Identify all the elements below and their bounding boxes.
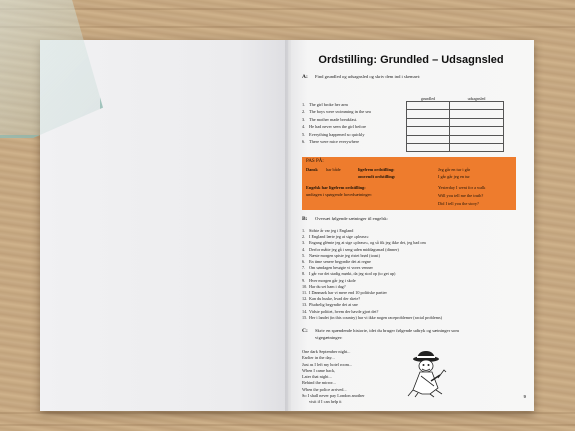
har-bade-label: har både: [326, 167, 341, 172]
table-row: [407, 118, 504, 126]
list-item: 6. En time senere begyndte det at regne: [302, 259, 371, 265]
section-a-letter: A:: [302, 74, 308, 80]
table-row: [407, 143, 504, 151]
table-row: [407, 110, 504, 118]
section-c-list: [302, 349, 365, 406]
list-item: 1. The girl broke her arm: [302, 102, 348, 107]
list-item: 6. There were mice everywhere: [302, 139, 359, 145]
list-item: 2. I England lærte jeg at sige »please«: [302, 234, 369, 240]
undtagen-label: undtagen i spørgende hovedsætninger:: [306, 192, 373, 197]
engelsk-label: Engelsk har ligefrem ordstilling:: [306, 185, 366, 190]
table-cell: [450, 143, 504, 151]
page-title: Ordstilling: Grundled – Udsagnsled: [318, 54, 504, 66]
example-3: Yesterday I went for a walk: [438, 185, 486, 190]
booklet-spine: [285, 40, 291, 411]
table-cell: [450, 102, 504, 110]
table-row: [407, 135, 504, 143]
pas-paa-heading: PAS PÅ:: [306, 159, 324, 164]
exercise-page: [288, 40, 534, 411]
section-a-instruction: Find grundled og udsagnsled og skriv dem ind i skemaet:: [315, 74, 421, 79]
section-c-instruction-1: Skriv en spændende historie, idet du bruger følgende udtryk og sætninger som: [315, 328, 459, 333]
list-item: One dark September night...: [302, 349, 351, 354]
list-item: 8. I går var det stadig mørkt, da jeg stod op (to get up): [302, 271, 396, 277]
table-cell: [450, 118, 504, 126]
list-item: 15. Her i landet (in this country) har vi ikke nogen raceproblemer (racial problems): [302, 314, 443, 320]
section-b-instruction: Oversæt følgende sætninger til engelsk:: [315, 216, 388, 221]
table-cell: [407, 110, 450, 118]
list-item: 4. Derfor måtte jeg gå i seng uden middagsmad (dinner): [302, 246, 399, 252]
example-1: Jeg går en tur i går: [438, 167, 471, 172]
pas-paa-box: [302, 157, 516, 210]
list-item: Just as I left my hotel room...: [302, 361, 353, 367]
table-cell: [407, 118, 450, 126]
table-cell: [450, 135, 504, 143]
table-cell: [450, 127, 504, 135]
answer-table: [406, 95, 504, 152]
example-2: I går går jeg en tur: [438, 174, 470, 179]
list-item: 9. Hver morgen går jeg i skole: [302, 277, 356, 283]
list-item: 4. He had never seen the girl before: [302, 124, 367, 130]
section-c-letter: C:: [302, 328, 308, 334]
omvendt-label: omvendt ordstilling:: [358, 174, 396, 179]
list-item: 3. Engang glèmte jeg at sige »please«, og så fik jeg ikke det, jeg bad om: [302, 240, 426, 246]
section-a-list: [302, 101, 371, 145]
list-item: 13. Pludselig begyndte det at sne: [302, 302, 358, 308]
dansk-label: Dansk: [306, 167, 318, 172]
table-cell: [407, 102, 450, 110]
table-cell: [407, 127, 450, 135]
wood-grain: [0, 26, 575, 28]
column-header-udsagnsled: udsagnsled: [467, 95, 486, 101]
list-item: Earlier in the day...: [302, 355, 335, 361]
example-5: Did I tell you the story?: [438, 201, 479, 206]
section-b-list: [302, 228, 442, 321]
list-item: So I shall never pay London another: [302, 393, 365, 399]
list-item: 11. I Danmark har vi mere end 10 politiske partier: [302, 290, 387, 296]
list-item: 1. Sidste år var jeg i England: [302, 228, 354, 233]
table-cell: [407, 143, 450, 151]
list-item: 10. Har du set ham i dag?: [302, 283, 346, 289]
table-row: [407, 127, 504, 135]
wood-grain: [0, 412, 575, 414]
list-item: 3. The mother made breakfast.: [302, 116, 358, 122]
list-item: Behind the mirror...: [302, 380, 336, 386]
column-header-grundled: grundled: [420, 95, 436, 101]
list-item: 5. Næste morgen spiste jeg ristet brød (toast): [302, 252, 380, 258]
section-b-letter: B:: [302, 216, 308, 222]
list-item: 12. Kan du huske, hvad der skete?: [302, 296, 361, 302]
list-item: 14. Vidste politiet, hvem der havde gjort det?: [302, 308, 379, 314]
wood-grain: [0, 8, 575, 10]
open-booklet: [40, 40, 534, 411]
list-item: visit if I can help it: [309, 399, 342, 405]
list-item: 2. The boys were swimming in the sea: [302, 109, 371, 115]
table-cell: [450, 110, 504, 118]
list-item: 7. Om søndagen besøgte vi vores venner: [302, 265, 373, 271]
table-row: [407, 102, 504, 110]
list-item: Later that night...: [302, 374, 332, 380]
table-cell: [407, 135, 450, 143]
section-c-instruction-2: vigegætninger:: [315, 335, 343, 340]
detective-illustration: [400, 350, 450, 398]
list-item: 5. Everything happened so quickly: [302, 131, 365, 137]
ligefrem-label: ligefrem ordstilling:: [358, 167, 395, 172]
list-item: When the police arrived...: [302, 386, 347, 392]
list-item: When I came back,: [302, 367, 336, 373]
page-number: 9: [523, 394, 526, 399]
example-4: Will you tell me the truth?: [438, 193, 484, 198]
wood-grain: [0, 424, 575, 426]
